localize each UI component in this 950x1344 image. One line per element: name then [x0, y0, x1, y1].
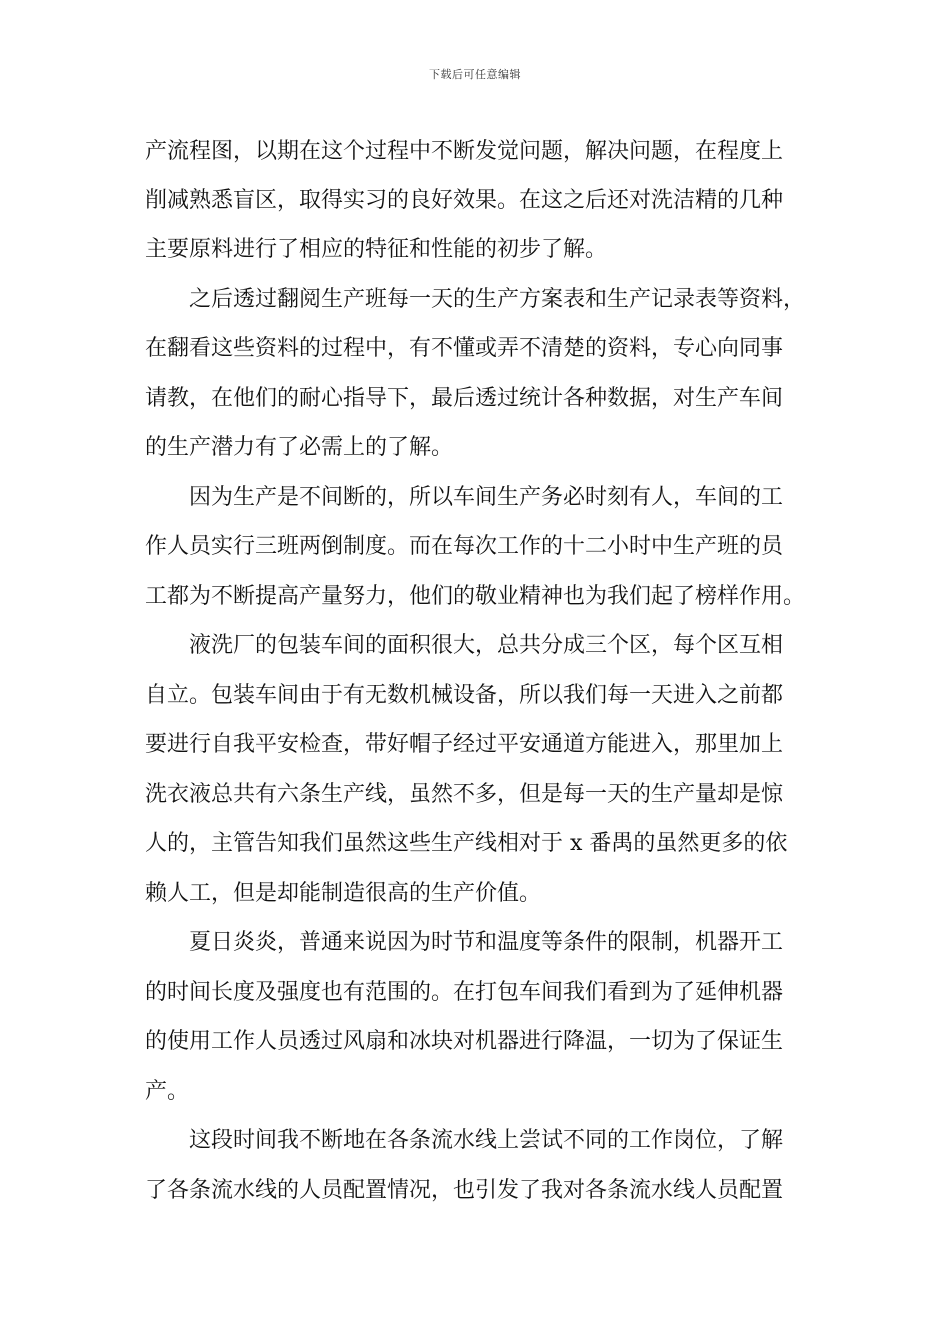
text-line: 请教，在他们的耐心指导下，最后透过统计各种数据，对生产车间 — [145, 386, 784, 411]
page-header: 下载后可任意编辑 — [429, 68, 521, 81]
text-line: 的使用工作人员透过风扇和冰块对机器进行降温，一切为了保证生 — [145, 1029, 784, 1054]
text-line: 在翻看这些资料的过程中，有不懂或弄不清楚的资料，专心向同事 — [145, 336, 784, 361]
paragraph-first-line: 液洗厂的包装车间的面积很大，总共分成三个区，每个区互相 — [189, 633, 784, 658]
text-line: 作人员实行三班两倒制度。而在每次工作的十二小时中生产班的员 — [145, 534, 784, 559]
text-line: 了各条流水线的人员配置情况，也引发了我对各条流水线人员配置 — [145, 1178, 784, 1203]
text-line: 人的，主管告知我们虽然这些生产线相对于 x 番禺的虽然更多的依 — [145, 831, 788, 856]
paragraph-first-line: 夏日炎炎，普通来说因为时节和温度等条件的限制，机器开工 — [189, 930, 784, 955]
paragraph-first-line: 这段时间我不断地在各条流水线上尝试不同的工作岗位，了解 — [189, 1128, 784, 1153]
text-line: 赖人工，但是却能制造很高的生产价值。 — [145, 881, 542, 906]
text-line: 自立。包装车间由于有无数机械设备，所以我们每一天进入之前都 — [145, 683, 784, 708]
text-line: 要进行自我平安检查，带好帽子经过平安通道方能进入，那里加上 — [145, 732, 784, 757]
text-line: 的生产潜力有了必需上的了解。 — [145, 435, 454, 460]
text-line: 削减熟悉盲区，取得实习的良好效果。在这之后还对洗洁精的几种 — [145, 188, 784, 213]
text-line: 的时间长度及强度也有范围的。在打包车间我们看到为了延伸机器 — [145, 980, 784, 1005]
text-line: 产流程图，以期在这个过程中不断发觉问题，解决问题，在程度上 — [145, 139, 784, 164]
text-line: 主要原料进行了相应的特征和性能的初步了解。 — [145, 237, 608, 262]
text-line: 洗衣液总共有六条生产线，虽然不多，但是每一天的生产量却是惊 — [145, 782, 784, 807]
text-line: 产。 — [145, 1079, 190, 1104]
paragraph-first-line: 因为生产是不间断的，所以车间生产务必时刻有人，车间的工 — [189, 485, 784, 510]
text-line: 工都为不断提高产量努力，他们的敬业精神也为我们起了榜样作用。 — [145, 584, 806, 609]
paragraph-first-line: 之后透过翻阅生产班每一天的生产方案表和生产记录表等资料， — [189, 287, 806, 312]
